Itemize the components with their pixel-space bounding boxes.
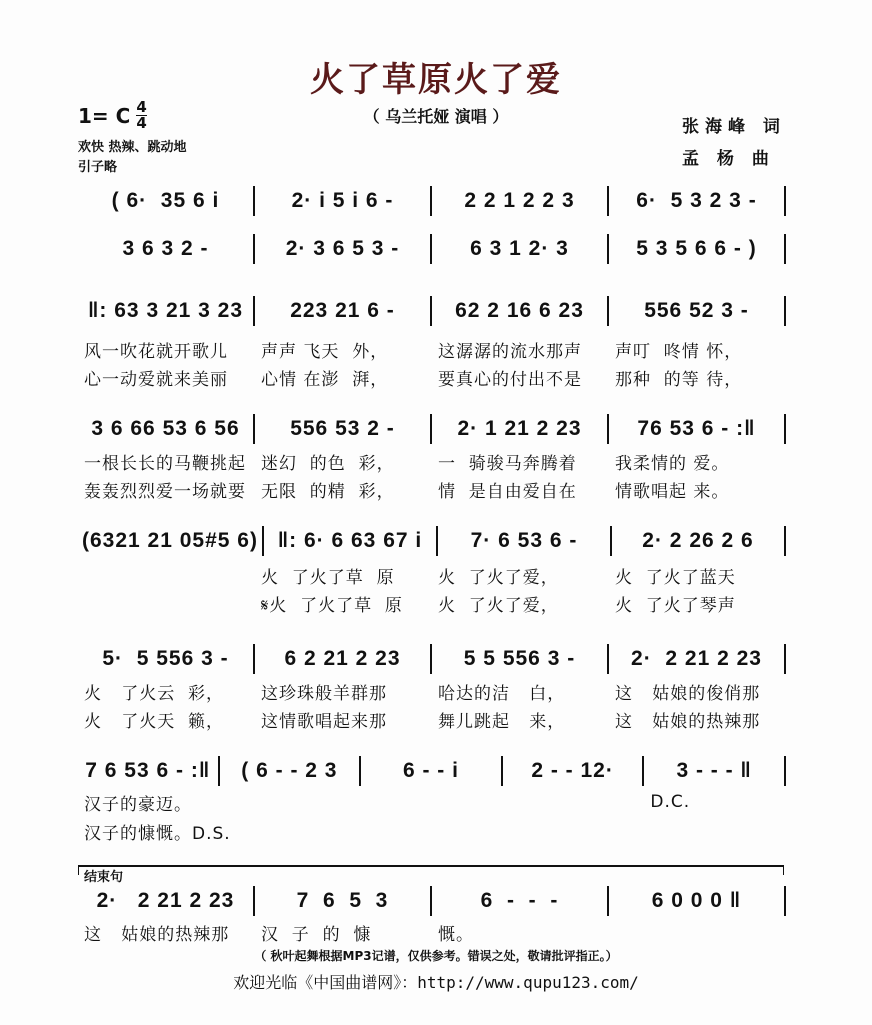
lyric-segment: 一 骑骏马奔腾着	[438, 453, 577, 474]
lyric-segment: 火 了火了草 原	[261, 567, 395, 588]
measure: ‖: 63 3 21 3 23	[78, 296, 255, 326]
lyric-segment: 这情歌唱起来那	[261, 711, 387, 732]
lyric-segment: 𝄋火 了火了草 原	[261, 595, 403, 616]
measure: ( 6· 35 6 i	[78, 186, 255, 216]
measure: 556 52 3 -	[609, 296, 786, 326]
measure: 6 3 1 2· 3	[432, 234, 609, 264]
measure: 5 5 556 3 -	[432, 644, 609, 674]
measure: 3 6 66 53 6 56	[78, 414, 255, 444]
lyric-segment: D.C.	[650, 792, 691, 812]
measure: 2 - - 12·	[503, 756, 645, 786]
key-signature	[78, 100, 147, 131]
lyric-segment: 迷幻 的色 彩，	[261, 453, 395, 474]
lyric-line	[78, 449, 786, 473]
ending-label: 结束句	[84, 870, 124, 885]
lyric-segment: 我柔情的 爱。	[615, 453, 730, 474]
lyric-segment: 声叮 咚情 怀，	[615, 341, 743, 362]
lyric-segment: 声声 飞天 外，	[261, 341, 389, 362]
singer-credit: （ 乌兰托娅 演唱 ）	[363, 107, 509, 126]
lyric-segment: 风一吹花就开歌儿	[84, 341, 228, 362]
lyric-segment: 这珍珠般羊群那	[261, 683, 387, 704]
lyric-segment: 火 了火了爱，	[438, 567, 559, 588]
measure: 2· 2 26 2 6	[612, 526, 786, 556]
measure: 556 53 2 -	[255, 414, 432, 444]
measure: 62 2 16 6 23	[432, 296, 609, 326]
lyric-line	[78, 591, 786, 615]
lyric-segment: 汉子的豪迈。	[84, 794, 192, 815]
staff-row	[78, 234, 786, 264]
staff-row	[78, 756, 786, 786]
measure: 6 - - -	[432, 886, 609, 916]
measure: ‖: 6· 6 63 67 i	[264, 526, 438, 556]
measure: 6· 5 3 2 3 -	[609, 186, 786, 216]
lyric-segment: 轰轰烈烈爱一场就要	[84, 481, 246, 502]
measure: 3 6 3 2 -	[78, 234, 255, 264]
lyric-segment: 要真心的付出不是	[438, 369, 582, 390]
measure: ( 6 - - 2 3	[220, 756, 362, 786]
lyric-segment: 这 姑娘的热辣那	[615, 711, 761, 732]
lyric-line	[78, 563, 786, 587]
lyric-segment: 那种 的等 待，	[615, 369, 743, 390]
measure: (6321 21 05#5 6)	[78, 526, 264, 556]
intro-note: 引子略	[78, 160, 118, 175]
lyric-line	[78, 819, 786, 843]
measure: 5 3 5 6 6 - )	[609, 234, 786, 264]
measure: 6 - - i	[361, 756, 503, 786]
lyric-segment: 舞儿跳起 来，	[438, 711, 566, 732]
lyric-segment: 情 是自由爱自在	[438, 481, 577, 502]
lyric-segment: 这潺潺的流水那声	[438, 341, 582, 362]
staff-row	[78, 644, 786, 674]
tempo-marking: 欢快 热辣、跳动地	[78, 140, 187, 155]
lyricist: 张海峰 词	[682, 117, 786, 137]
lyric-segment: 汉 子 的 慷	[261, 924, 372, 945]
measure: 76 53 6 - :‖	[609, 414, 786, 444]
lyric-line	[78, 707, 786, 731]
song-title: 火了草原火了爱	[310, 60, 562, 100]
measure: 7 6 5 3	[255, 886, 432, 916]
key-label: 1= C	[78, 103, 131, 128]
time-sig-bottom: 4	[136, 114, 147, 132]
measure: 223 21 6 -	[255, 296, 432, 326]
measure: 2· 1 21 2 23	[432, 414, 609, 444]
measure: 7 6 53 6 - :‖	[78, 756, 220, 786]
time-sig-top: 4	[136, 98, 147, 116]
ending-staff	[78, 886, 786, 916]
lyric-line	[78, 679, 786, 703]
measure: 2· 3 6 5 3 -	[255, 234, 432, 264]
lyric-segment: 心情 在澎 湃，	[261, 369, 389, 390]
measure: 5· 5 556 3 -	[78, 644, 255, 674]
lyric-segment: 哈达的洁 白，	[438, 683, 566, 704]
lyric-segment: 火 了火天 籁，	[84, 711, 225, 732]
lyric-line	[78, 477, 786, 501]
staff-row	[78, 186, 786, 216]
composer: 孟 杨 曲	[682, 149, 775, 169]
lyric-segment: 汉子的慷慨。D.S.	[84, 823, 231, 844]
lyric-segment: 情歌唱起 来。	[615, 481, 730, 502]
measure: 3 - - - ‖	[644, 756, 786, 786]
lyric-line	[78, 365, 786, 389]
measure: 6 2 21 2 23	[255, 644, 432, 674]
website-credit: 欢迎光临《中国曲谱网》：http://www.qupu123.com/	[233, 973, 639, 992]
footnote: （ 秋叶起舞根据MP3记谱，仅供参考。错误之处，敬请批评指正。）	[254, 949, 618, 963]
lyric-segment: 火 了火了琴声	[615, 595, 736, 616]
lyric-segment: 火 了火云 彩，	[84, 683, 225, 704]
lyric-segment: 这 姑娘的俊俏那	[615, 683, 761, 704]
measure: 2· 2 21 2 23	[609, 644, 786, 674]
ending-bracket	[78, 865, 784, 875]
lyric-line	[78, 790, 786, 814]
lyric-line	[78, 337, 786, 361]
lyric-segment: 火 了火了蓝天	[615, 567, 736, 588]
lyric-segment: 无限 的精 彩，	[261, 481, 395, 502]
staff-row	[78, 526, 786, 556]
staff-row	[78, 414, 786, 444]
measure: 2· i 5 i 6 -	[255, 186, 432, 216]
lyric-segment: 慨。	[438, 924, 474, 945]
lyric-segment: 这 姑娘的热辣那	[84, 924, 230, 945]
staff-row	[78, 296, 786, 326]
measure: 6 0 0 0 ‖	[609, 886, 786, 916]
ending-lyric-line	[78, 920, 786, 944]
lyric-segment: 心一动爱就来美丽	[84, 369, 228, 390]
measure: 2· 2 21 2 23	[78, 886, 255, 916]
time-signature	[136, 100, 146, 131]
measure: 7· 6 53 6 -	[438, 526, 612, 556]
lyric-segment: 火 了火了爱，	[438, 595, 559, 616]
measure: 2 2 1 2 2 3	[432, 186, 609, 216]
lyric-segment: 一根长长的马鞭挑起	[84, 453, 246, 474]
